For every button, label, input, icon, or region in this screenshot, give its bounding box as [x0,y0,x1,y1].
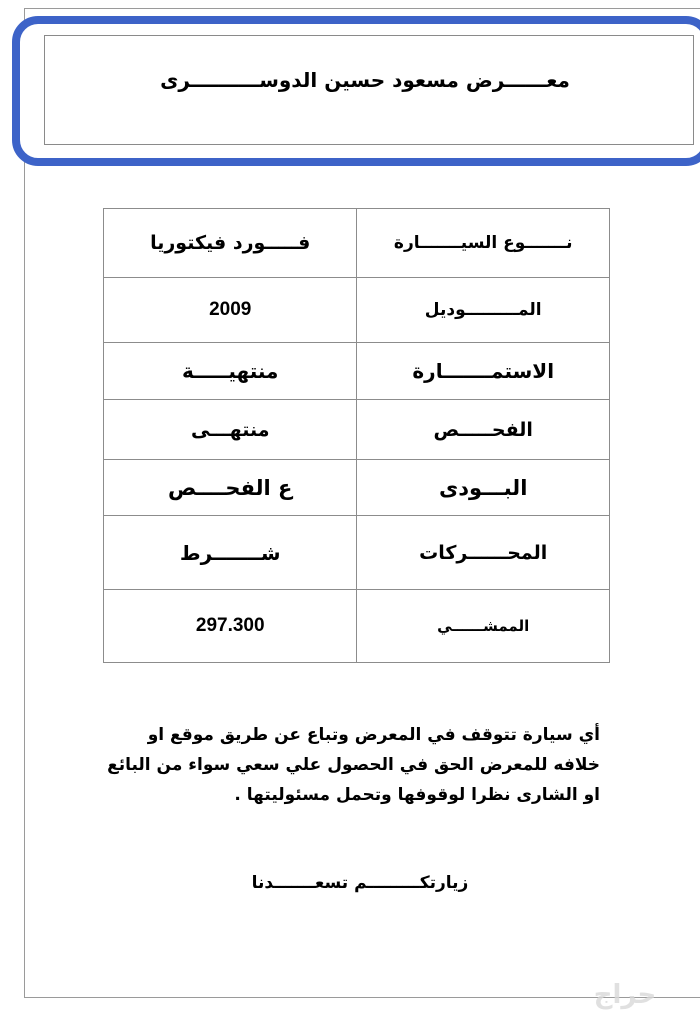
table-row [104,343,610,400]
spec-label: الاستمـــــــارة [357,343,610,400]
spec-value: شـــــــرط [104,516,357,590]
spec-value: 297.300 [104,590,357,663]
spec-label: نـــــــوع السيـــــــارة [357,209,610,278]
spec-label: المـــــــــوديل [357,278,610,343]
showroom-name: معــــــرض مسعود حسين الدوســــــــــرى [160,68,570,92]
spec-value: منتهـــى [104,400,357,460]
table-row [104,278,610,343]
table-row [104,590,610,663]
spec-value: ع الفحــــص [104,460,357,516]
haraj-watermark: حراج [593,980,657,1010]
sale-notice: أي سيارة تتوقف في المعرض وتباع عن طريق موقع او خلافه للمعرض الحق في الحصول علي سعي سواء من البائع او الشارى نظرا لوقوفها وتحمل مسئوليتها . [107,725,600,805]
spec-label: المحــــــركات [357,516,610,590]
spec-label: الفحـــــص [357,400,610,460]
spec-value: منتهيـــــة [104,343,357,400]
closing-greeting: زيارتكـــــــــم تسعـــــــدنا [251,873,469,893]
spec-label: البـــودى [357,460,610,516]
spec-value: 2009 [104,278,357,343]
table-row [104,460,610,516]
car-spec-table [103,208,610,663]
table-row [104,209,610,278]
spec-label: الممشــــــي [357,590,610,663]
table-row [104,400,610,460]
table-row [104,516,610,590]
spec-value: فـــــورد فيكتوريا [104,209,357,278]
